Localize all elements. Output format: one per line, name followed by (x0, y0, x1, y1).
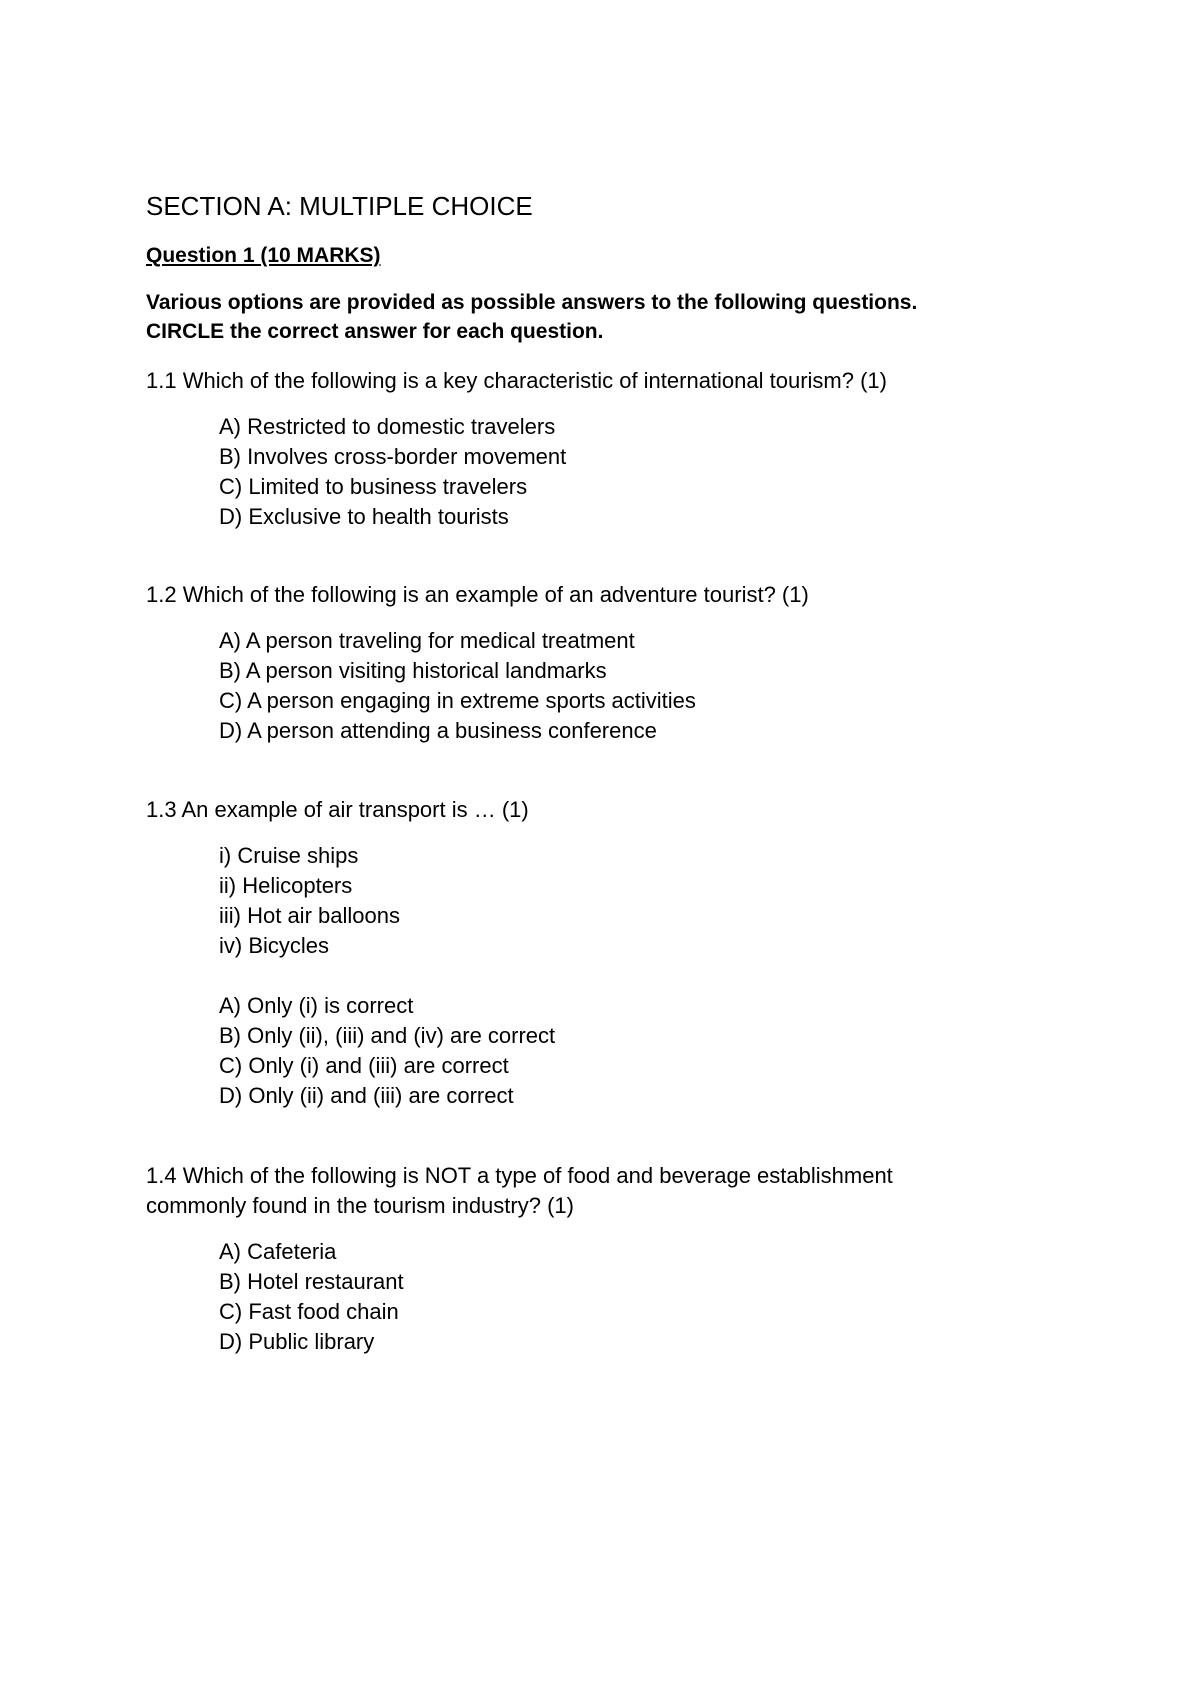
option-d: D) Exclusive to health tourists (219, 504, 509, 529)
section-title: SECTION A: MULTIPLE CHOICE (146, 191, 533, 221)
question-1-1-stem (146, 366, 887, 396)
option-d: D) Public library (219, 1329, 375, 1354)
instructions (146, 288, 1086, 346)
option-c: C) Limited to business travelers (219, 474, 528, 499)
question-stem-line: 1.3 An example of air transport is … (1) (146, 797, 529, 822)
question-1-4-options (219, 1237, 404, 1357)
instruction-line: CIRCLE the correct answer for each question. (146, 320, 604, 343)
question-stem-line: 1.2 Which of the following is an example of an adventure tourist? (1) (146, 582, 809, 607)
option-b: B) Involves cross-border movement (219, 444, 567, 469)
option-b: B) A person visiting historical landmarks (219, 658, 607, 683)
option-c: C) Only (i) and (iii) are correct (219, 1053, 509, 1078)
option-c: C) A person engaging in extreme sports activities (219, 688, 696, 713)
option-d: D) A person attending a business conference (219, 718, 657, 743)
option-a: A) Restricted to domestic travelers (219, 414, 556, 439)
instruction-line: Various options are provided as possible answers to the following questions. (146, 291, 918, 314)
option-d: D) Only (ii) and (iii) are correct (219, 1083, 514, 1108)
option-a: A) Only (i) is correct (219, 993, 414, 1018)
list-item: ii) Helicopters (219, 873, 353, 898)
option-b: B) Hotel restaurant (219, 1269, 404, 1294)
list-item: iv) Bicycles (219, 933, 330, 958)
question-1-2-options (219, 626, 696, 746)
question-stem-line: commonly found in the tourism industry? (1) (146, 1193, 574, 1218)
list-item: iii) Hot air balloons (219, 903, 400, 928)
question-1-4-stem (146, 1161, 893, 1221)
option-b: B) Only (ii), (iii) and (iv) are correct (219, 1023, 556, 1048)
option-c: C) Fast food chain (219, 1299, 399, 1324)
question-1-3-stem (146, 795, 529, 825)
option-a: A) Cafeteria (219, 1239, 337, 1264)
question-stem-line: 1.4 Which of the following is NOT a type of food and beverage establishment (146, 1163, 893, 1188)
question-1-3-options (219, 991, 555, 1111)
question-1-3-items (219, 841, 400, 961)
question-stem-line: 1.1 Which of the following is a key characteristic of international tourism? (1) (146, 368, 887, 393)
question-heading: Question 1 (10 MARKS) (146, 244, 381, 267)
question-1-2-stem (146, 580, 809, 610)
question-1-1-options (219, 412, 566, 532)
list-item: i) Cruise ships (219, 843, 359, 868)
option-a: A) A person traveling for medical treatment (219, 628, 635, 653)
